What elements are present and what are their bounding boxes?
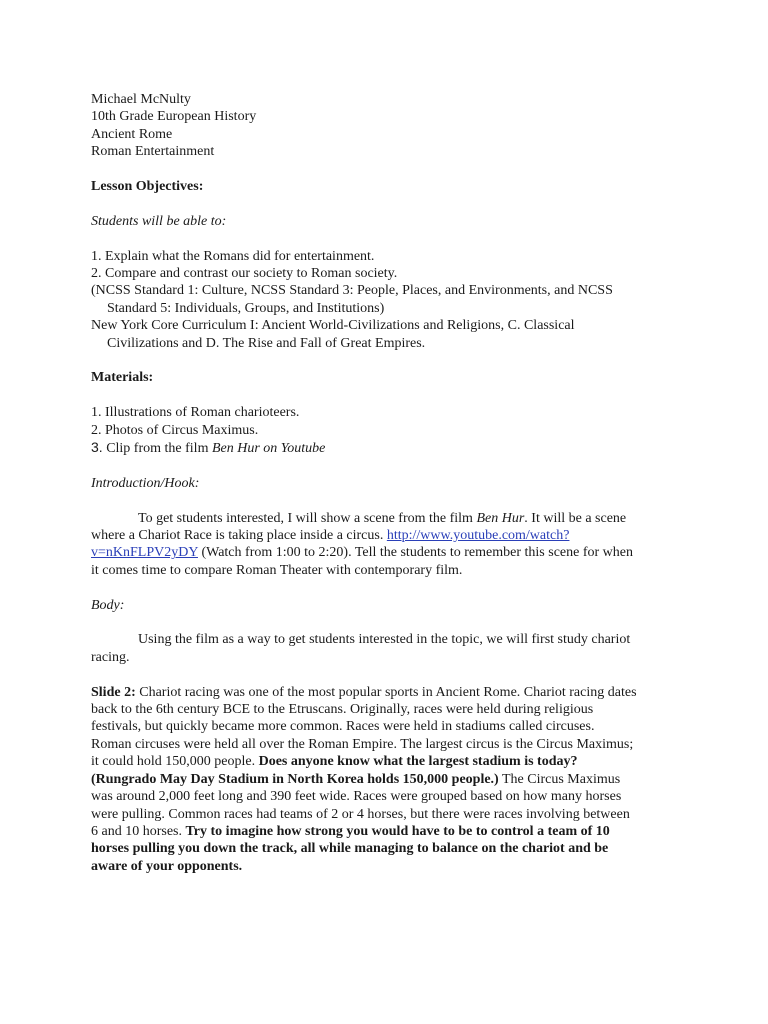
document-page [91,91,691,875]
intro-film-title: Ben Hur [476,510,525,526]
nycc-standards-line-1: New York Core Curriculum I: Ancient World-Civilizations and Religions, C. Classical [91,318,575,334]
intro-text: To get students interested, I will show a scene from the film [138,510,477,526]
objective-item-2: 2. Compare and contrast our society to Roman society. [91,266,398,282]
ncss-standards-line-2: Standard 5: Individuals, Groups, and Institutions) [107,300,385,316]
slide2-question: Does anyone know what the largest stadium is today? [258,754,578,770]
objectives-heading: Lesson Objectives: [91,179,204,195]
materials-heading: Materials: [91,370,154,386]
author-name: Michael McNulty [91,92,191,107]
course-name: 10th Grade European History [91,109,257,125]
material-item-3-number: 3. [91,439,103,456]
intro-line-3 [91,544,691,561]
body-line-1: Using the film as a way to get students interested in the topic, we will first study chariot [138,632,631,648]
intro-line-2 [91,527,691,544]
slide2-text: The Circus Maximus [498,771,621,787]
lesson-topic: Roman Entertainment [91,144,215,160]
slide2-line-7: was around 2,000 feet long and 390 feet wide. Races were grouped based on how many horses [91,789,622,805]
intro-heading: Introduction/Hook: [91,475,200,491]
objective-item-1: 1. Explain what the Romans did for entertainment. [91,248,375,264]
unit-name: Ancient Rome [91,126,173,142]
intro-line-1 [91,510,691,527]
body-line-2: racing. [91,649,130,665]
slide2-label: Slide 2: [91,684,136,700]
slide2-line-9 [91,823,691,840]
intro-text: (Watch from 1:00 to 2:20). Tell the students to remember this scene for when [197,545,633,561]
slide2-line-2: back to the 6th century BCE to the Etruscans. Originally, races were held during religious [91,702,594,718]
slide2-text: Chariot racing was one of the most popular sports in Ancient Rome. Chariot racing dates [135,684,637,700]
body-heading: Body: [91,597,125,613]
youtube-link[interactable]: http://www.youtube.com/watch? [386,528,570,544]
slide2-line-5 [91,753,691,770]
slide2-line-8: were pulling. Common races had teams of 2 or 4 horses, but there were races involving between [91,806,630,822]
nycc-standards-line-2: Civilizations and D. The Rise and Fall of Great Empires. [107,335,426,351]
material-item-3 [91,439,691,457]
slide2-line-10: horses pulling you down the track, all while managing to balance on the chariot and be [91,841,609,857]
objectives-intro: Students will be able to: [91,213,227,229]
slide2-answer: (Rungrado May Day Stadium in North Korea holds 150,000 people.) [91,771,499,787]
ncss-standards-line-1: (NCSS Standard 1: Culture, NCSS Standard 3: People, Places, and Environments, and NCSS [91,283,613,299]
material-item-3-film: Ben Hur on Youtube [211,441,326,457]
slide2-prompt: Try to imagine how strong you would have to be to control a team of 10 [185,823,610,839]
slide2-line-1 [91,684,691,701]
intro-text: . It will be a scene [524,510,627,526]
slide2-line-4: Roman circuses were held all over the Roman Empire. The largest circus is the Circus Maximus; [91,736,634,752]
material-item-3-text: Clip from the film [102,441,212,457]
slide2-line-6 [91,771,691,788]
intro-line-4: it comes time to compare Roman Theater with contemporary film. [91,562,463,578]
slide2-text: 6 and 10 horses. [91,823,186,839]
slide2-text: it could hold 150,000 people. [91,754,259,770]
material-item-1: 1. Illustrations of Roman charioteers. [91,405,300,421]
intro-text: where a Chariot Race is taking place inside a circus. [91,528,387,544]
slide2-line-3: festivals, but quickly became more common. Races were held in stadiums called circuses. [91,719,595,735]
slide2-line-11: aware of your opponents. [91,858,243,874]
youtube-link-continued[interactable]: v=nKnFLPV2yDY [91,545,198,561]
material-item-2: 2. Photos of Circus Maximus. [91,422,259,438]
